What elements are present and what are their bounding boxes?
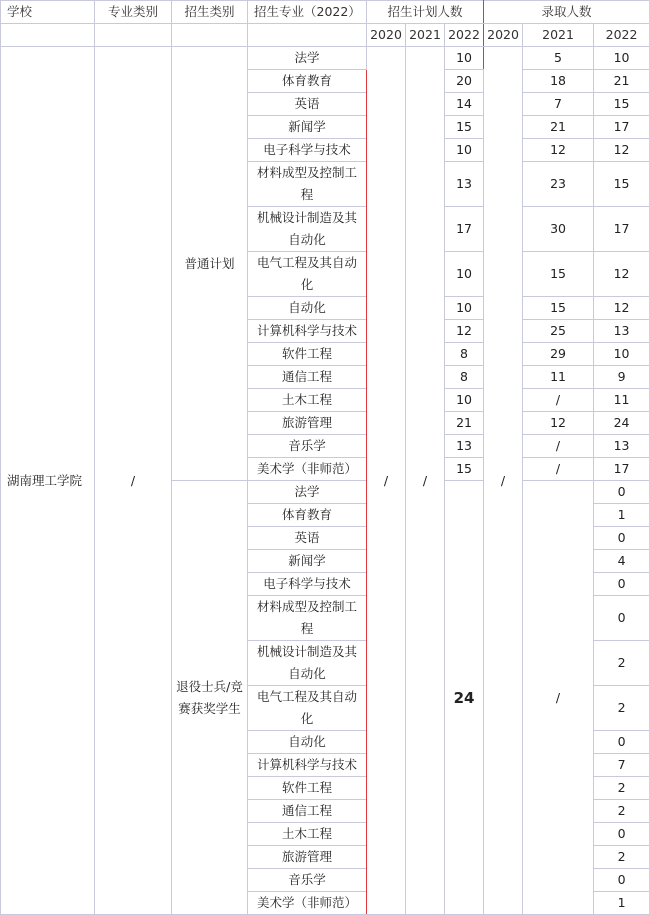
plan-2022-cell: 8 — [445, 366, 484, 389]
admit-2022-cell: 2 — [594, 777, 649, 800]
major-cell: 自动化 — [248, 731, 367, 754]
admit-2022-cell: 12 — [594, 139, 649, 162]
enroll-type-general: 普通计划 — [172, 47, 248, 481]
admit-2022-cell: 2 — [594, 800, 649, 823]
admit-2022-cell: 13 — [594, 320, 649, 343]
header-blank — [1, 24, 95, 47]
major-cell: 机械设计制造及其自动化 — [248, 207, 367, 252]
header-plan-2020: 2020 — [367, 24, 406, 47]
major-cell: 材料成型及控制工程 — [248, 596, 367, 641]
plan-2022-cell: 15 — [445, 458, 484, 481]
admit-2022-cell: 0 — [594, 527, 649, 550]
admit-2022-cell: 24 — [594, 412, 649, 435]
enroll-type-veteran: 退役士兵/竞赛获奖学生 — [172, 481, 248, 915]
admit-2022-cell: 10 — [594, 343, 649, 366]
plan-2022-cell: 20 — [445, 70, 484, 93]
header-row-1 — [1, 1, 649, 24]
major-cell: 计算机科学与技术 — [248, 320, 367, 343]
admit-2022-cell: 2 — [594, 686, 649, 731]
admit-2022-cell: 9 — [594, 366, 649, 389]
header-row-2 — [1, 24, 649, 47]
admit-2022-cell: 4 — [594, 550, 649, 573]
major-category-cell: / — [95, 47, 172, 915]
admit-2020-cell: / — [484, 47, 523, 915]
major-cell: 体育教育 — [248, 504, 367, 527]
major-cell: 音乐学 — [248, 435, 367, 458]
table-row — [1, 47, 649, 70]
table-body — [1, 1, 649, 915]
admit-2021-cell: 18 — [523, 70, 594, 93]
admit-2022-cell: 15 — [594, 162, 649, 207]
admit-2022-cell: 17 — [594, 116, 649, 139]
admit-2021-cell: 15 — [523, 297, 594, 320]
major-cell: 音乐学 — [248, 869, 367, 892]
plan-2022-cell: 14 — [445, 93, 484, 116]
admit-2021-cell: 11 — [523, 366, 594, 389]
admit-2021-cell: 12 — [523, 412, 594, 435]
admit-2022-cell: 21 — [594, 70, 649, 93]
admit-2022-cell: 11 — [594, 389, 649, 412]
major-cell: 旅游管理 — [248, 412, 367, 435]
admit-2022-cell: 2 — [594, 641, 649, 686]
admit-2021-cell: 7 — [523, 93, 594, 116]
plan-2022-cell: 10 — [445, 297, 484, 320]
veteran-admit-2021-cell: / — [523, 481, 594, 915]
major-cell: 电气工程及其自动化 — [248, 252, 367, 297]
major-cell: 美术学（非师范） — [248, 892, 367, 915]
plan-2022-cell: 12 — [445, 320, 484, 343]
admit-2021-cell: / — [523, 458, 594, 481]
admit-2021-cell: 15 — [523, 252, 594, 297]
header-blank — [248, 24, 367, 47]
admit-2021-cell: 29 — [523, 343, 594, 366]
major-cell: 法学 — [248, 481, 367, 504]
major-cell: 通信工程 — [248, 366, 367, 389]
veteran-plan-2022-cell: 24 — [445, 481, 484, 915]
header-admit-2020: 2020 — [484, 24, 523, 47]
major-cell: 土木工程 — [248, 823, 367, 846]
admit-2022-cell: 1 — [594, 504, 649, 527]
plan-2022-cell: 21 — [445, 412, 484, 435]
header-admit-2021: 2021 — [523, 24, 594, 47]
admit-2022-cell: 17 — [594, 207, 649, 252]
header-major-category: 专业类别 — [95, 1, 172, 24]
admit-2022-cell: 0 — [594, 731, 649, 754]
plan-2020-cell: / — [367, 47, 406, 915]
admit-2022-cell: 0 — [594, 596, 649, 641]
major-cell: 机械设计制造及其自动化 — [248, 641, 367, 686]
admit-2022-cell: 0 — [594, 823, 649, 846]
plan-2021-cell: / — [406, 47, 445, 915]
major-cell: 计算机科学与技术 — [248, 754, 367, 777]
major-cell: 软件工程 — [248, 343, 367, 366]
header-plan-2021: 2021 — [406, 24, 445, 47]
major-cell: 自动化 — [248, 297, 367, 320]
plan-2022-cell: 10 — [445, 47, 484, 70]
plan-2022-cell: 10 — [445, 389, 484, 412]
plan-2022-cell: 17 — [445, 207, 484, 252]
major-cell: 电子科学与技术 — [248, 139, 367, 162]
admit-2021-cell: 25 — [523, 320, 594, 343]
plan-2022-cell: 13 — [445, 435, 484, 458]
admit-2021-cell: 21 — [523, 116, 594, 139]
major-cell: 美术学（非师范） — [248, 458, 367, 481]
admit-2022-cell: 15 — [594, 93, 649, 116]
admit-2022-cell: 0 — [594, 481, 649, 504]
major-cell: 英语 — [248, 93, 367, 116]
admit-2021-cell: / — [523, 435, 594, 458]
major-cell: 旅游管理 — [248, 846, 367, 869]
major-cell: 土木工程 — [248, 389, 367, 412]
header-admit-count: 录取人数 — [484, 1, 649, 24]
admit-2022-cell: 17 — [594, 458, 649, 481]
admit-2021-cell: 12 — [523, 139, 594, 162]
header-blank — [172, 24, 248, 47]
major-cell: 英语 — [248, 527, 367, 550]
major-cell: 通信工程 — [248, 800, 367, 823]
major-cell: 电子科学与技术 — [248, 573, 367, 596]
admit-2022-cell: 13 — [594, 435, 649, 458]
plan-2022-cell: 10 — [445, 139, 484, 162]
major-cell: 材料成型及控制工程 — [248, 162, 367, 207]
plan-2022-cell: 10 — [445, 252, 484, 297]
admit-2021-cell: 30 — [523, 207, 594, 252]
admit-2022-cell: 1 — [594, 892, 649, 915]
plan-2022-cell: 13 — [445, 162, 484, 207]
header-major-2022: 招生专业（2022） — [248, 1, 367, 24]
major-cell: 体育教育 — [248, 70, 367, 93]
header-plan-count: 招生计划人数 — [367, 1, 484, 24]
admit-2022-cell: 12 — [594, 252, 649, 297]
major-cell: 法学 — [248, 47, 367, 70]
admit-2022-cell: 7 — [594, 754, 649, 777]
plan-2022-cell: 15 — [445, 116, 484, 139]
admit-2022-cell: 12 — [594, 297, 649, 320]
admit-2022-cell: 0 — [594, 869, 649, 892]
major-cell: 新闻学 — [248, 550, 367, 573]
major-cell: 电气工程及其自动化 — [248, 686, 367, 731]
admit-2022-cell: 2 — [594, 846, 649, 869]
major-cell: 软件工程 — [248, 777, 367, 800]
school-cell: 湖南理工学院 — [1, 47, 95, 915]
plan-2022-cell: 8 — [445, 343, 484, 366]
admit-2021-cell: 23 — [523, 162, 594, 207]
header-school: 学校 — [1, 1, 95, 24]
header-admit-2022: 2022 — [594, 24, 649, 47]
admit-2022-cell: 10 — [594, 47, 649, 70]
admit-2022-cell: 0 — [594, 573, 649, 596]
admit-2021-cell: / — [523, 389, 594, 412]
header-blank — [95, 24, 172, 47]
admit-2021-cell: 5 — [523, 47, 594, 70]
major-cell: 新闻学 — [248, 116, 367, 139]
header-plan-2022: 2022 — [445, 24, 484, 47]
header-enroll-type: 招生类别 — [172, 1, 248, 24]
